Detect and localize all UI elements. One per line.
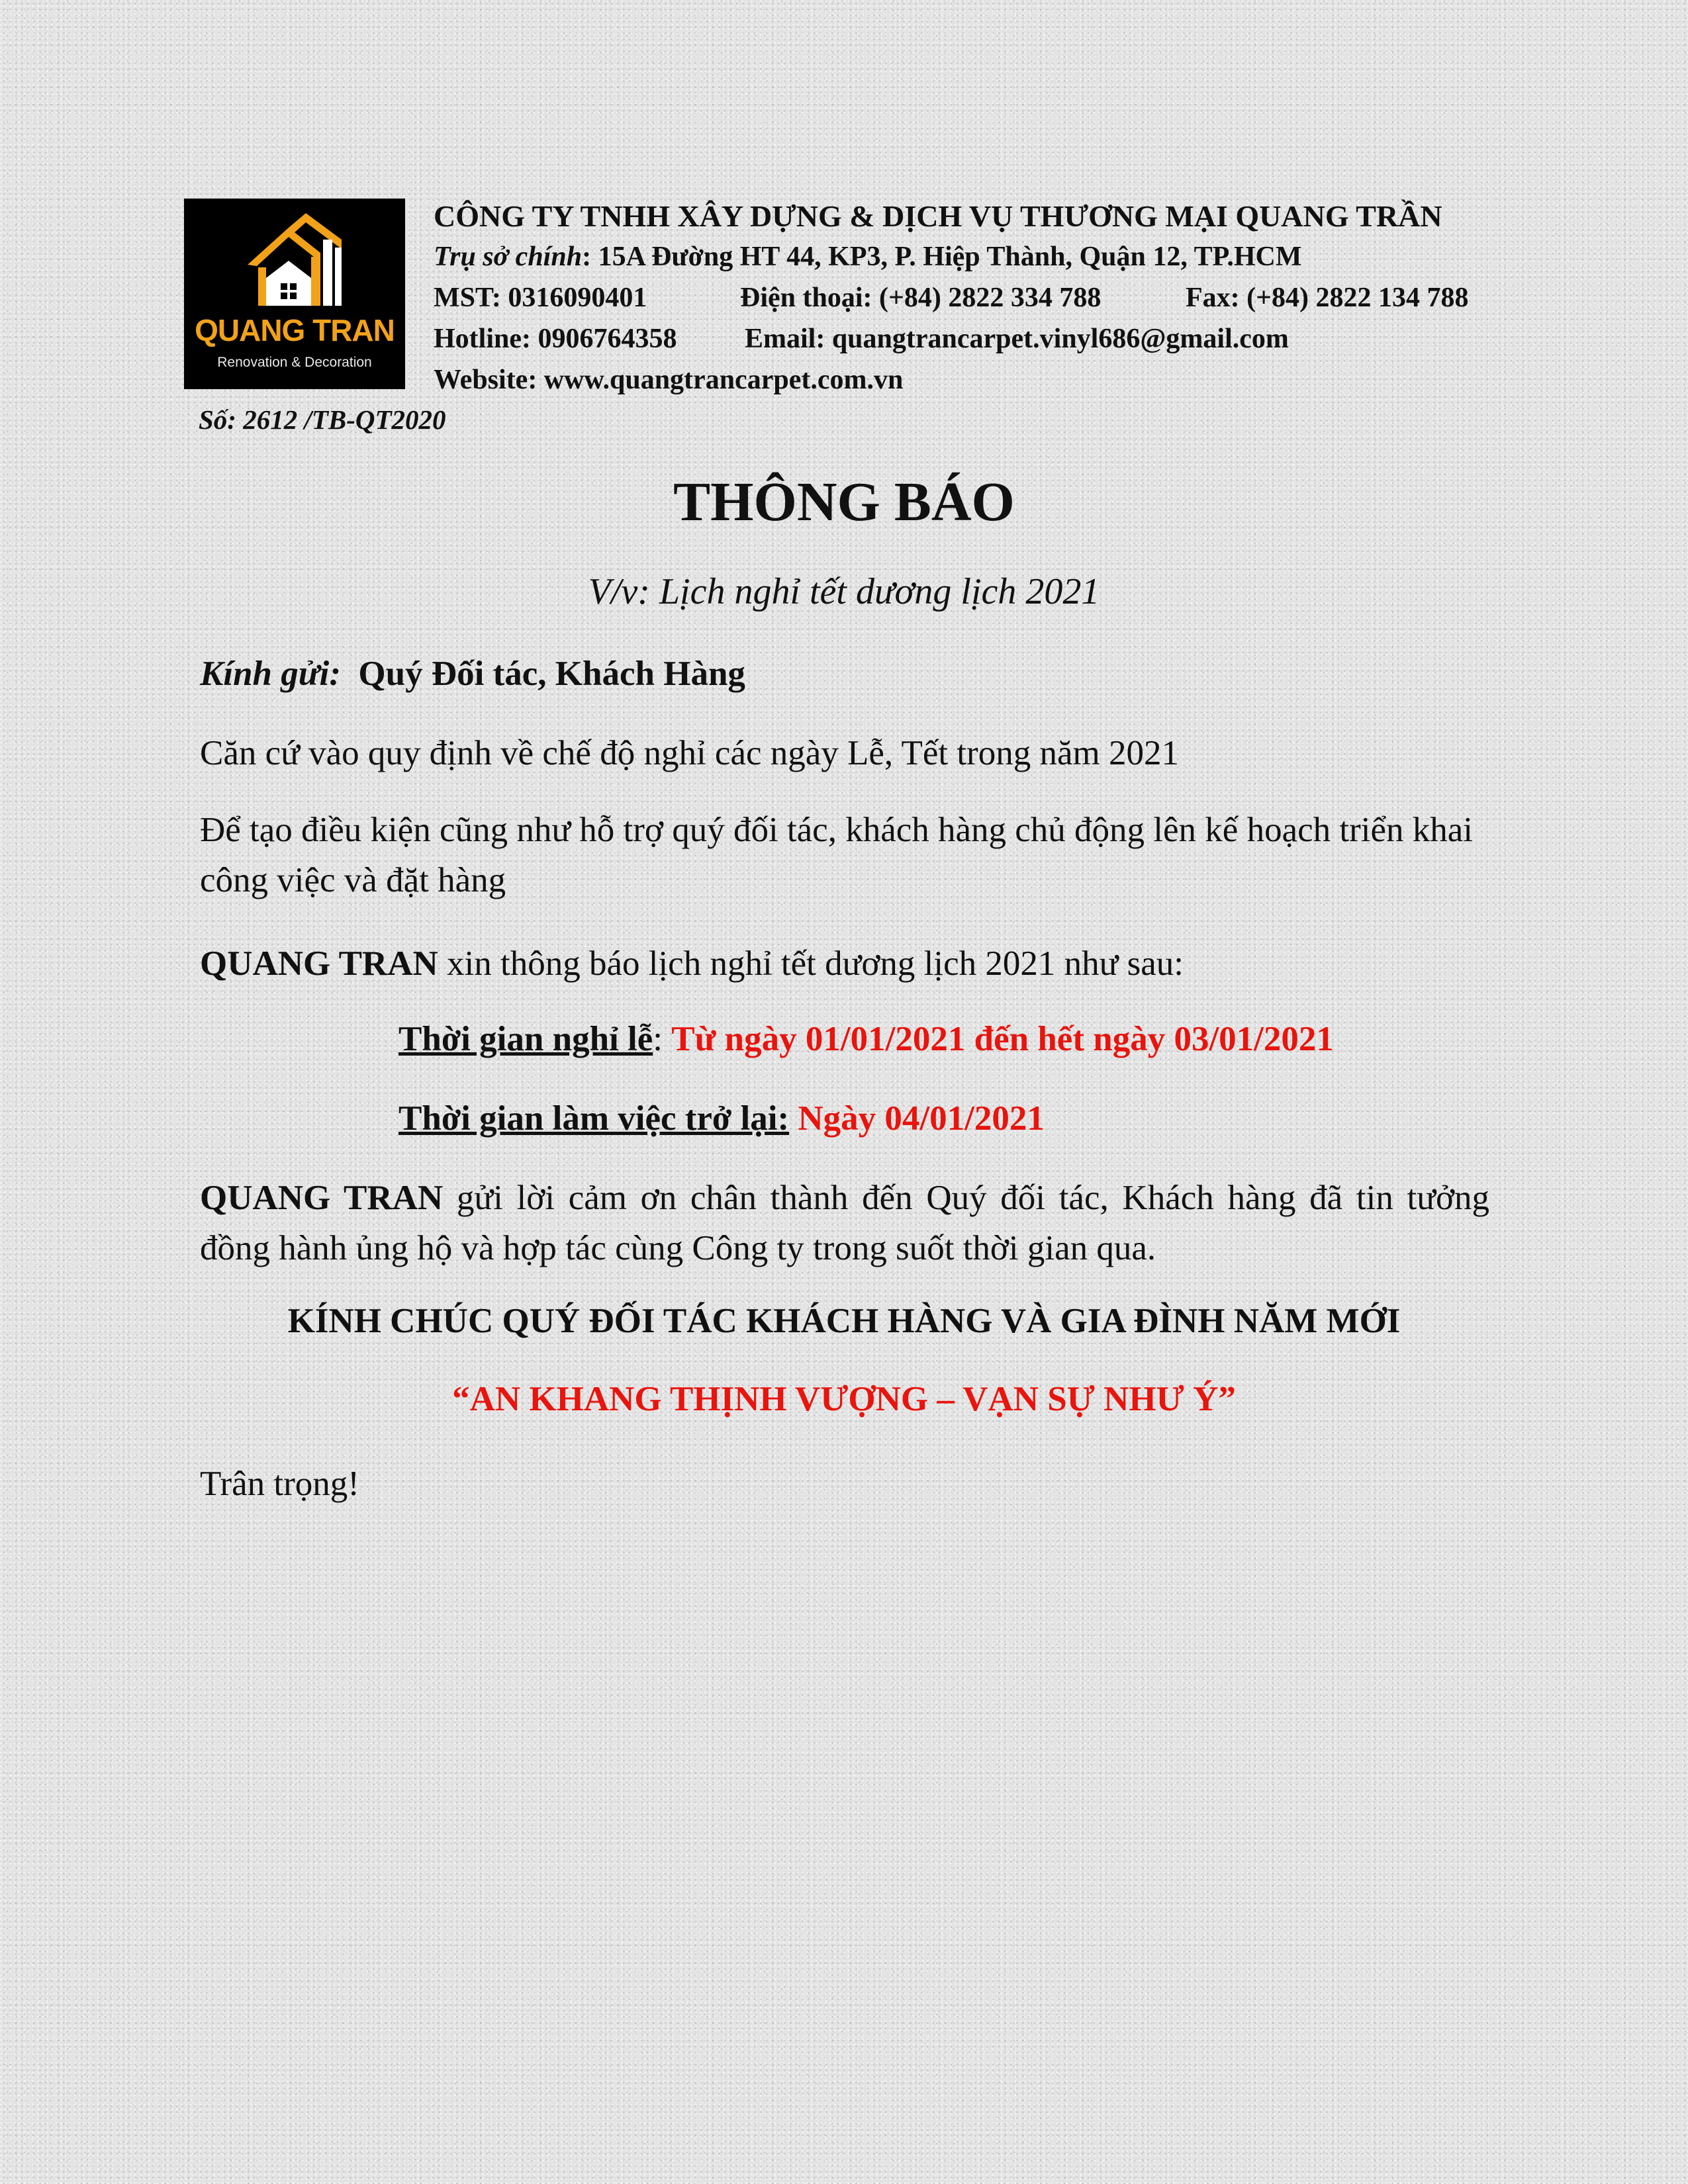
closing: Trân trọng! — [200, 1465, 359, 1503]
return-date-label: Thời gian làm việc trở lại: — [399, 1099, 790, 1138]
greeting-recipients: Quý Đối tác, Khách Hàng — [358, 655, 745, 693]
email-address: Email: quangtrancarpet.vinyl686@gmail.com — [745, 324, 1289, 354]
holiday-period-label: Thời gian nghỉ lễ — [399, 1020, 653, 1058]
announce-text: xin thông báo lịch nghỉ tết dương lịch 2021 như sau: — [438, 944, 1184, 983]
logo-name: QUANG TRAN — [195, 313, 395, 347]
company-logo — [184, 199, 405, 389]
thanks-text: gửi lời cảm ơn chân thành đến Quý đối tác, Khách hàng đã tin tưởng đồng hành ủng hộ và hợp tác cùng Công ty trong suốt thời gian qua. — [200, 1179, 1490, 1267]
new-year-slogan: “AN KHANG THỊNH VƯỢNG – VẠN SỰ NHƯ Ý” — [452, 1380, 1236, 1418]
document-subject: V/v: Lịch nghỉ tết dương lịch 2021 — [588, 571, 1100, 612]
reference-number: Số: 2612 /TB-QT2020 — [199, 404, 446, 435]
company-name: CÔNG TY TNHH XÂY DỰNG & DỊCH VỤ THƯƠNG MẠI QUANG TRẦN — [434, 199, 1442, 233]
website: Website: www.quangtrancarpet.com.vn — [434, 365, 904, 395]
paragraph-purpose: Để tạo điều kiện cũng như hỗ trợ quý đối tác, khách hàng chủ động lên kế hoạch triển khai công việc và đặt hàng — [200, 811, 1473, 899]
tax-code: MST: 0316090401 — [434, 283, 647, 313]
head-office-line — [434, 241, 1302, 273]
phone-number: Điện thoại: (+84) 2822 334 788 — [740, 283, 1102, 313]
logo-tagline: Renovation & Decoration — [217, 355, 372, 370]
paragraph-basis: Căn cứ vào quy định về chế độ nghỉ các ngày Lễ, Tết trong năm 2021 — [200, 734, 1179, 772]
document-title: THÔNG BÁO — [673, 471, 1015, 533]
head-office-label: Trụ sở chính — [434, 242, 583, 272]
greeting — [200, 649, 745, 699]
house-icon — [242, 213, 348, 312]
return-date-value: Ngày 04/01/2021 — [789, 1099, 1045, 1138]
return-date — [399, 1093, 1045, 1144]
holiday-period-colon: : — [653, 1020, 672, 1058]
new-year-wish: KÍNH CHÚC QUÝ ĐỐI TÁC KHÁCH HÀNG VÀ GIA ĐÌNH NĂM MỚI — [287, 1302, 1401, 1340]
greeting-label: Kính gửi: — [200, 655, 341, 693]
paragraph-announce — [200, 938, 1184, 989]
contact-row-2 — [434, 323, 1559, 363]
holiday-period-value: Từ ngày 01/01/2021 đến hết ngày 03/01/2021 — [671, 1020, 1334, 1058]
fax-number: Fax: (+84) 2822 134 788 — [1186, 283, 1469, 313]
brand-name: QUANG TRAN — [200, 1179, 444, 1217]
brand-name: QUANG TRAN — [200, 944, 438, 983]
head-office-address: : 15A Đường HT 44, KP3, P. Hiệp Thành, Quận 12, TP.HCM — [582, 242, 1302, 272]
holiday-period — [399, 1014, 1334, 1064]
paragraph-thanks — [200, 1173, 1489, 1273]
contact-row-1 — [434, 282, 1559, 322]
hotline: Hotline: 0906764358 — [434, 324, 677, 354]
